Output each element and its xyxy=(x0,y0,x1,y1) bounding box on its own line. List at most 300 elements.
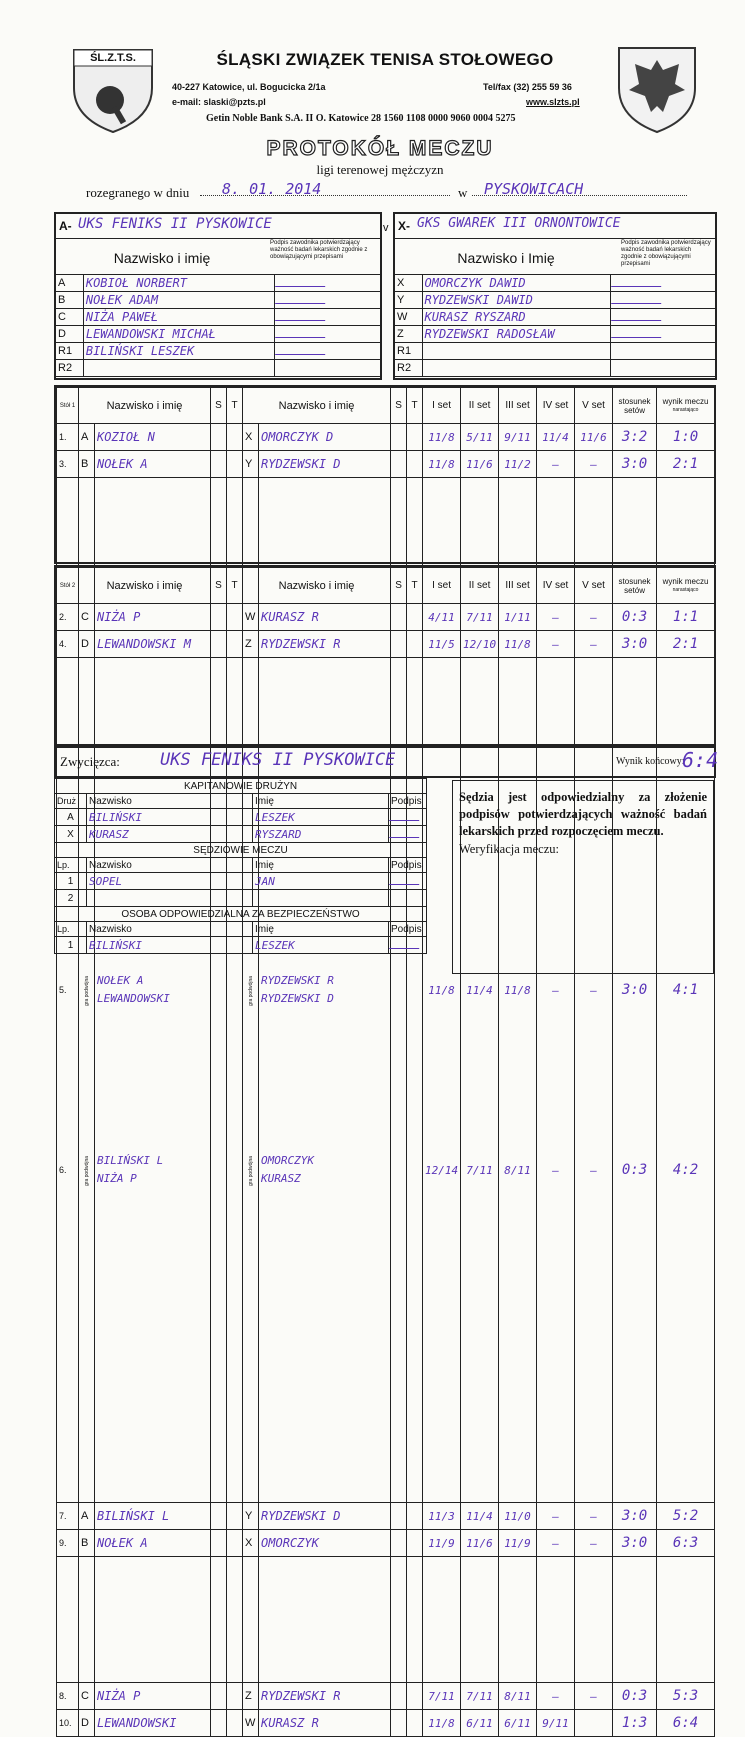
col-surname-header: Nazwisko xyxy=(87,922,253,937)
official-row xyxy=(55,890,427,907)
player-code: B xyxy=(56,292,84,309)
player-x-code: W xyxy=(243,604,259,631)
result-header-label: wynik meczu xyxy=(659,397,712,406)
section-title: SĘDZIOWIE MECZU xyxy=(55,843,427,858)
s-header: S xyxy=(211,388,227,424)
official-first: 2 xyxy=(55,890,87,907)
players-x-sign-label: Podpis zawodnika potwierdzający ważność badań lekarskich zgodnie z obowiązującymi przepisami xyxy=(621,240,713,268)
team-a-header xyxy=(56,214,380,239)
official-signature xyxy=(389,873,427,890)
played-place: PYSKOWICACH xyxy=(484,180,583,198)
player-signature xyxy=(274,343,380,360)
set-score: – xyxy=(537,478,575,1503)
col-surname-header: Nazwisko xyxy=(87,794,253,809)
official-name: JAN xyxy=(253,873,389,890)
s-cell xyxy=(211,631,227,658)
t-cell xyxy=(227,631,243,658)
game-row xyxy=(57,1683,715,1710)
s-cell xyxy=(211,424,227,451)
set-score xyxy=(461,1683,499,1710)
winner-name: UKS FENIKS II PYSKOWICE xyxy=(160,750,395,770)
player-signature xyxy=(611,309,716,326)
official-first: 1 xyxy=(55,937,87,954)
player-name: NOŁEK ADAM xyxy=(83,292,274,309)
player-a-name: LEWANDOWSKI M xyxy=(95,631,211,658)
player-a-code: D xyxy=(79,631,95,658)
official-first: 1 xyxy=(55,873,87,890)
doubles-label: gra podwójna xyxy=(243,478,259,1503)
set-score: – xyxy=(575,658,613,1683)
set-score: 9/11 xyxy=(499,424,537,451)
set-ratio: 3:0 xyxy=(613,451,657,478)
player-row xyxy=(56,309,381,326)
team-a-name: UKS FENIKS II PYSKOWICE xyxy=(78,216,272,232)
org-bank: Getin Noble Bank S.A. II O. Katowice 28 1560 1108 0000 9060 0004 5275 xyxy=(206,113,515,124)
cumulative-result: 2:1 xyxy=(657,631,715,658)
official-surname: BILIŃSKI xyxy=(87,809,253,826)
col-sign-header: Podpis xyxy=(389,922,427,937)
set-score: 11/4 xyxy=(537,424,575,451)
set-score xyxy=(499,1710,537,1737)
logo-text: ŚL.Z.T.S. xyxy=(76,52,150,64)
set-score: 11/8 xyxy=(423,478,461,1503)
col-first-header: Lp. xyxy=(55,922,87,937)
official-signature xyxy=(389,890,427,907)
table-number-label: Stół 1 xyxy=(57,388,79,424)
versus-label: v xyxy=(383,222,389,234)
player-x-code: Y xyxy=(243,451,259,478)
s-header: S xyxy=(391,568,407,604)
player-x-name: KURASZ R xyxy=(259,604,391,631)
cumulative-result: 2:1 xyxy=(657,451,715,478)
player-x-name: OMORCZYK D xyxy=(259,424,391,451)
set-score xyxy=(537,1710,575,1737)
section-title: OSOBA ODPOWIEDZIALNA ZA BEZPIECZEŃSTWO xyxy=(55,907,427,922)
player-x-name-header: Nazwisko i imię xyxy=(243,568,391,604)
set-score: – xyxy=(537,451,575,478)
players-a-label: Nazwisko i imię xyxy=(56,250,268,266)
s-cell xyxy=(211,1710,227,1737)
player-name: KURASZ RYSZARD xyxy=(422,309,611,326)
t-cell xyxy=(407,451,423,478)
player-signature xyxy=(274,360,380,377)
section-header-row xyxy=(55,922,427,937)
set-score: 8/11 xyxy=(499,658,537,1683)
player-code: Z xyxy=(395,326,423,343)
set-score xyxy=(423,1710,461,1737)
player-x-name xyxy=(259,1683,391,1710)
set-ratio: 3:2 xyxy=(613,424,657,451)
set-score: – xyxy=(575,631,613,658)
t-cell xyxy=(227,1683,243,1710)
set-score xyxy=(461,1710,499,1737)
player-row xyxy=(395,326,716,343)
played-date: 8. 01. 2014 xyxy=(222,180,321,198)
t-cell xyxy=(227,1710,243,1737)
games-table-2 xyxy=(54,565,716,746)
game-number xyxy=(57,1683,79,1710)
winner-label: Zwycięzca: xyxy=(60,754,120,770)
page-title: PROTOKÓŁ MECZU xyxy=(200,137,560,161)
player-signature xyxy=(611,343,716,360)
section-title: KAPITANOWIE DRUŻYN xyxy=(55,779,427,794)
team-a-box xyxy=(54,212,382,380)
set-score: – xyxy=(575,604,613,631)
set-score: 7/11 xyxy=(461,604,499,631)
player-x-name: OMORCZYK xyxy=(261,1152,388,1170)
played-place-label: w xyxy=(458,185,467,201)
player-a-name: NOŁEK A xyxy=(95,451,211,478)
official-signature xyxy=(389,809,427,826)
set-header: III set xyxy=(499,388,537,424)
official-first: A xyxy=(55,809,87,826)
doubles-label: gra podwójna xyxy=(79,658,95,1683)
player-name xyxy=(422,360,611,377)
winner-row xyxy=(54,746,716,778)
player-a-name-header: Nazwisko i imię xyxy=(79,388,211,424)
set-score: 7/11 xyxy=(461,658,499,1683)
org-name: ŚLĄSKI ZWIĄZEK TENISA STOŁOWEGO xyxy=(180,50,590,70)
player-name: KOBIOŁ NORBERT xyxy=(83,275,274,292)
page-subtitle: ligi terenowej mężczyzn xyxy=(200,162,560,178)
player-x-name xyxy=(259,1710,391,1737)
official-signature xyxy=(389,826,427,843)
official-surname xyxy=(87,890,253,907)
t-cell xyxy=(407,424,423,451)
game-number xyxy=(57,1710,79,1737)
player-a-name-2: NIŻA P xyxy=(97,1170,208,1188)
s-cell xyxy=(211,604,227,631)
t-cell xyxy=(227,424,243,451)
t-cell xyxy=(407,1710,423,1737)
set-header: V set xyxy=(575,568,613,604)
set-header: I set xyxy=(423,388,461,424)
set-score xyxy=(537,1683,575,1710)
signature-scribble xyxy=(389,874,423,885)
section-header-row xyxy=(55,794,427,809)
player-name: RYDZEWSKI DAWID xyxy=(422,292,611,309)
set-header: IV set xyxy=(537,388,575,424)
doubles-label: gra podwójna xyxy=(79,478,95,1503)
set-score xyxy=(499,1683,537,1710)
player-code: A xyxy=(56,275,84,292)
org-phone: Tel/fax (32) 255 59 36 xyxy=(483,82,572,92)
cumulative-result xyxy=(657,1710,715,1737)
player-x-name: RYDZEWSKI D xyxy=(259,451,391,478)
player-code: R1 xyxy=(395,343,423,360)
official-name: LESZEK xyxy=(253,937,389,954)
set-score: 11/8 xyxy=(423,451,461,478)
player-row xyxy=(56,360,381,377)
set-score: 11/8 xyxy=(499,631,537,658)
set-score: 5/11 xyxy=(461,424,499,451)
set-ratio: 3:0 xyxy=(613,478,657,1503)
team-x-prefix: X- xyxy=(398,219,410,233)
players-x-label: Nazwisko i Imię xyxy=(395,250,617,266)
table-number-label: Stół 2 xyxy=(57,568,79,604)
player-a-name-2: LEWANDOWSKI xyxy=(97,990,208,1008)
games-2-grid xyxy=(56,567,715,1737)
team-x-name: GKS GWAREK III ORNONTOWICE xyxy=(417,216,621,231)
player-code: X xyxy=(395,275,423,292)
ratio-header: stosunek setów xyxy=(613,568,657,604)
set-score: 11/6 xyxy=(575,424,613,451)
set-score: 1/11 xyxy=(499,604,537,631)
col-sign-header: Podpis xyxy=(389,794,427,809)
player-signature xyxy=(274,292,380,309)
section-title-row xyxy=(55,907,427,922)
s-cell xyxy=(391,1683,407,1710)
result-header-sub: narastająco xyxy=(659,406,712,415)
set-header: V set xyxy=(575,388,613,424)
set-header: II set xyxy=(461,568,499,604)
association-logo xyxy=(72,48,154,134)
players-a-table xyxy=(55,274,381,377)
game-row xyxy=(57,604,715,631)
player-a-code: B xyxy=(79,451,95,478)
official-name: LESZEK xyxy=(253,809,389,826)
set-score: 4/11 xyxy=(423,604,461,631)
game-number: 3. xyxy=(57,451,79,478)
player-row xyxy=(395,309,716,326)
official-row xyxy=(55,937,427,954)
set-score: 11/6 xyxy=(461,451,499,478)
set-score: 12/10 xyxy=(461,631,499,658)
signature-scribble xyxy=(611,310,665,321)
cumulative-result: 1:0 xyxy=(657,424,715,451)
eagle-emblem xyxy=(617,46,697,134)
player-name: LEWANDOWSKI MICHAŁ xyxy=(83,326,274,343)
doubles-label: gra podwójna xyxy=(243,658,259,1683)
signature-scribble xyxy=(611,293,665,304)
t-cell xyxy=(227,604,243,631)
set-score: – xyxy=(575,478,613,1503)
player-signature xyxy=(611,275,716,292)
set-header: III set xyxy=(499,568,537,604)
cumulative-result: 4:2 xyxy=(657,658,715,1683)
player-row xyxy=(395,343,716,360)
t-header: T xyxy=(227,568,243,604)
player-x-code: Z xyxy=(243,631,259,658)
game-number: 1. xyxy=(57,424,79,451)
cumulative-result: 1:1 xyxy=(657,604,715,631)
cumulative-result: 4:1 xyxy=(657,478,715,1503)
team-a-prefix: A- xyxy=(59,219,72,233)
set-score: – xyxy=(537,604,575,631)
player-row xyxy=(395,360,716,377)
player-signature xyxy=(611,292,716,309)
player-a-name xyxy=(95,1710,211,1737)
t-header: T xyxy=(227,388,243,424)
game-number: 5. xyxy=(57,478,79,1503)
t-cell xyxy=(227,451,243,478)
t-cell xyxy=(407,604,423,631)
player-name: OMORCZYK DAWID xyxy=(422,275,611,292)
official-row xyxy=(55,873,427,890)
signature-scribble xyxy=(275,276,329,287)
player-code: D xyxy=(56,326,84,343)
signature-scribble xyxy=(389,938,423,949)
game-number: 6. xyxy=(57,658,79,1683)
col-first-header: Lp. xyxy=(55,858,87,873)
set-ratio: 0:3 xyxy=(613,658,657,1683)
note-box xyxy=(452,780,714,974)
set-score: – xyxy=(537,631,575,658)
set-header: I set xyxy=(423,568,461,604)
set-score xyxy=(575,1683,613,1710)
player-x-code: X xyxy=(243,424,259,451)
player-a-name: KOZIOŁ N xyxy=(95,424,211,451)
result-header xyxy=(657,568,715,604)
result-header-sub: narastająco xyxy=(659,586,712,595)
set-ratio xyxy=(613,1710,657,1737)
player-code: R1 xyxy=(56,343,84,360)
section-header-row xyxy=(55,858,427,873)
official-surname: SOPEL xyxy=(87,873,253,890)
s-header: S xyxy=(391,388,407,424)
set-score xyxy=(423,1683,461,1710)
org-website: www.slzts.pl xyxy=(526,97,580,107)
player-code: Y xyxy=(395,292,423,309)
player-a-code xyxy=(79,1710,95,1737)
s-cell xyxy=(391,631,407,658)
official-name xyxy=(253,890,389,907)
player-row xyxy=(56,292,381,309)
set-ratio: 0:3 xyxy=(613,604,657,631)
s-cell xyxy=(211,1683,227,1710)
ratio-header: stosunek setów xyxy=(613,388,657,424)
set-ratio xyxy=(613,1683,657,1710)
official-surname: BILIŃSKI xyxy=(87,937,253,954)
player-a-code xyxy=(79,1683,95,1710)
official-surname: KURASZ xyxy=(87,826,253,843)
player-a-code: A xyxy=(79,424,95,451)
player-signature xyxy=(611,326,716,343)
player-a-name: NOŁEK A xyxy=(97,972,208,990)
final-score-label: Wynik końcowy: xyxy=(616,756,685,767)
player-row xyxy=(56,343,381,360)
games-header-row xyxy=(57,388,715,424)
player-code: R2 xyxy=(56,360,84,377)
player-name xyxy=(83,360,274,377)
players-x-table xyxy=(394,274,716,377)
player-row xyxy=(56,275,381,292)
set-score: – xyxy=(537,658,575,1683)
col-surname-header: Nazwisko xyxy=(87,858,253,873)
players-a-sign-label: Podpis zawodnika potwierdzający ważność badań lekarskich zgodnie z obowiązującymi przepisami xyxy=(270,240,376,261)
team-x-header xyxy=(395,214,715,239)
cumulative-result xyxy=(657,1683,715,1710)
player-x-code xyxy=(243,1683,259,1710)
game-row xyxy=(57,1710,715,1737)
player-a-name xyxy=(95,1683,211,1710)
player-name: RYDZEWSKI RADOSŁAW xyxy=(422,326,611,343)
player-signature xyxy=(274,309,380,326)
t-header: T xyxy=(407,568,423,604)
official-row xyxy=(55,809,427,826)
t-header: T xyxy=(407,388,423,424)
set-score: 11/8 xyxy=(499,478,537,1503)
player-name: NIŻA PAWEŁ xyxy=(83,309,274,326)
set-score: 11/2 xyxy=(499,451,537,478)
player-signature xyxy=(274,326,380,343)
player-name xyxy=(422,343,611,360)
result-header xyxy=(657,388,715,424)
s-cell xyxy=(391,424,407,451)
game-row xyxy=(57,424,715,451)
player-row xyxy=(395,292,716,309)
s-cell xyxy=(211,451,227,478)
org-email: e-mail: slaski@pzts.pl xyxy=(172,97,266,107)
signature-scribble xyxy=(275,344,329,355)
col-first-header: Druż xyxy=(55,794,87,809)
player-code: C xyxy=(56,309,84,326)
player-a-name: NIŻA P xyxy=(95,604,211,631)
col-name-header: Imię xyxy=(253,858,389,873)
verification-label: Weryfikacja meczu: xyxy=(459,842,707,857)
games-header-row xyxy=(57,568,715,604)
player-x-name-header: Nazwisko i imię xyxy=(243,388,391,424)
officials-table xyxy=(54,778,427,954)
set-score: – xyxy=(575,451,613,478)
signature-scribble xyxy=(275,293,329,304)
col-sign-header: Podpis xyxy=(389,858,427,873)
player-x-name: RYDZEWSKI R xyxy=(259,631,391,658)
set-score: 11/5 xyxy=(423,631,461,658)
s-cell xyxy=(391,1710,407,1737)
official-row xyxy=(55,826,427,843)
game-row xyxy=(57,451,715,478)
official-signature xyxy=(389,937,427,954)
org-address: 40-227 Katowice, ul. Bogucicka 2/1a xyxy=(172,82,326,92)
section-title-row xyxy=(55,843,427,858)
t-cell xyxy=(407,631,423,658)
played-date-label: rozegranego w dniu xyxy=(86,185,189,201)
s-cell xyxy=(391,604,407,631)
signature-scribble xyxy=(389,827,423,838)
player-x-name-2: RYDZEWSKI D xyxy=(261,990,388,1008)
signature-scribble xyxy=(275,327,329,338)
signature-scribble xyxy=(611,327,665,338)
game-row xyxy=(57,631,715,658)
player-x-name: RYDZEWSKI R xyxy=(261,972,388,990)
final-score: 6:4 xyxy=(682,748,718,772)
player-name: BILIŃSKI LESZEK xyxy=(83,343,274,360)
team-x-box xyxy=(393,212,717,380)
set-header: II set xyxy=(461,388,499,424)
games-table-1 xyxy=(54,385,716,564)
player-x-code xyxy=(243,1710,259,1737)
set-score: 11/8 xyxy=(423,424,461,451)
player-a-name-header: Nazwisko i imię xyxy=(79,568,211,604)
set-score: 12/14 xyxy=(423,658,461,1683)
set-ratio: 3:0 xyxy=(613,631,657,658)
set-header: IV set xyxy=(537,568,575,604)
player-signature xyxy=(274,275,380,292)
official-name: RYSZARD xyxy=(253,826,389,843)
set-score: 11/4 xyxy=(461,478,499,1503)
s-header: S xyxy=(211,568,227,604)
player-code: W xyxy=(395,309,423,326)
player-row xyxy=(395,275,716,292)
s-cell xyxy=(391,451,407,478)
signature-scribble xyxy=(611,276,665,287)
player-row xyxy=(56,326,381,343)
referee-note: Sędzia jest odpowiedzialny za złożenie podpisów potwierdzających ważność badań lekarskich przed rozpoczęciem meczu. xyxy=(459,789,707,840)
player-a-name: BILIŃSKI L xyxy=(97,1152,208,1170)
player-a-code: C xyxy=(79,604,95,631)
signature-scribble xyxy=(275,310,329,321)
